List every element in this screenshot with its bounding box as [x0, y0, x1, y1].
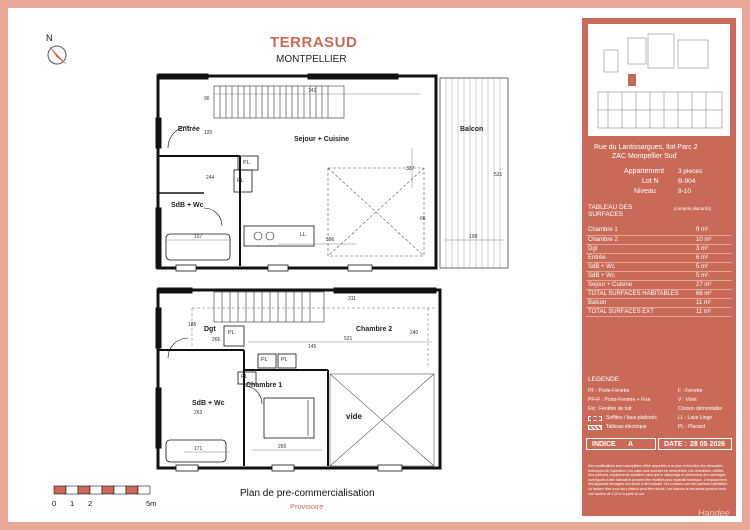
legend-fst: Fst : Fenêtre de toit: [588, 406, 632, 412]
dim-u-2: 120: [204, 130, 213, 136]
dim-u-0: 741: [308, 88, 317, 94]
surface-name: Balcon: [586, 298, 694, 307]
surface-value: 3 m²: [694, 244, 732, 253]
info-sidebar: [582, 18, 736, 516]
surface-row: [586, 226, 732, 235]
surface-name: SdB + Wc: [586, 262, 694, 271]
lot-value: B-904: [678, 178, 696, 185]
upper-pl-1: PL: [243, 160, 250, 166]
dim-l-0: 311: [348, 296, 356, 302]
legend-pl: PL : Placard: [678, 424, 706, 430]
room-sdb-lower: SdB + Wc: [192, 400, 225, 407]
indice-value: A: [628, 441, 634, 448]
legend-cloison: Cloison démontable: [678, 406, 723, 412]
lot-label: Lot N: [642, 178, 659, 185]
dim-u-1: 90: [204, 96, 210, 102]
dim-u-9: 531: [494, 172, 503, 178]
surface-row: [586, 289, 732, 298]
dim-l-3: 521: [344, 336, 353, 342]
surface-value: 5 m²: [694, 271, 732, 280]
apt-value: 3 pieces: [678, 168, 703, 175]
address-line-1: Rue du Lantissargues, Ilot Parc 2: [594, 144, 698, 151]
scale-mark-0: 0: [52, 499, 57, 508]
legend-tableau: Tableau électrique: [606, 424, 647, 430]
soffites-swatch-icon: [588, 416, 602, 421]
dim-l-2: 266: [212, 337, 221, 343]
surface-row: [586, 244, 732, 253]
legend-f: F : Fenetre: [678, 388, 703, 394]
dim-u-3: 244: [206, 175, 215, 181]
city-name: MONTPELLIER: [276, 54, 347, 65]
surface-value: 6 m²: [694, 253, 732, 262]
surfaces-table: [586, 226, 732, 317]
surface-value: 5 m²: [694, 262, 732, 271]
dim-l-4: 240: [410, 330, 419, 336]
surfaces-header: TABLEAU DES SURFACES: [588, 204, 633, 218]
room-balcon: Balcon: [460, 126, 484, 133]
surface-value: 11 m²: [694, 307, 732, 316]
surface-name: Chambre 2: [586, 235, 694, 244]
room-vide: vide: [346, 412, 363, 421]
surface-value: 10 m²: [694, 235, 732, 244]
niveau-label: Niveau: [634, 188, 656, 195]
surfaces-note: (compris placards): [674, 206, 712, 211]
legend-pf: PF : Porte-Fenetre: [588, 388, 630, 394]
legend-ll: LL : Lave Linge: [678, 415, 713, 421]
lower-pl-2: PL: [281, 357, 288, 363]
scale-bar: [54, 486, 150, 494]
surface-value: 66 m²: [694, 289, 732, 298]
niveau-value: 9-10: [678, 188, 692, 195]
room-sdb-upper: SdB + Wc: [171, 202, 204, 209]
tableau-electrique-icon: [588, 425, 602, 430]
surface-name: TOTAL SURFACES EXT: [586, 307, 694, 316]
apt-label: Appartement: [624, 168, 665, 175]
legend-soffites: Soffites / faux-plafonds: [606, 415, 657, 421]
dim-u-7: 337: [406, 166, 415, 172]
north-label: N: [46, 33, 53, 43]
surface-value: 27 m²: [694, 280, 732, 289]
brand-logo: TERRASUD: [270, 34, 358, 51]
legend-header: LEGENDE: [588, 376, 620, 383]
address-line-2: ZAC Montpellier Sud: [612, 153, 677, 160]
surface-name: Sejour + Cuisine: [586, 280, 694, 289]
upper-floor-plan: [8, 8, 580, 522]
lower-pl-3: PL: [228, 330, 235, 336]
surface-value: 11 m²: [694, 298, 732, 307]
surface-row: [586, 235, 732, 244]
date-label: DATE :: [664, 441, 687, 448]
site-minimap: [588, 24, 730, 136]
dim-u-8: 66: [420, 216, 426, 222]
dim-l-5: 145: [308, 344, 317, 350]
surface-name: Dgt: [586, 244, 694, 253]
upper-ll: LL: [300, 232, 307, 238]
surface-row: [586, 271, 732, 280]
scale-mark-1: 1: [70, 499, 75, 508]
dim-l-6: 263: [194, 410, 203, 416]
dim-l-7: 171: [194, 446, 203, 452]
plan-area: [8, 8, 580, 522]
surface-name: SdB + Wc: [586, 271, 694, 280]
surface-row: [586, 298, 732, 307]
legend-v: V : Volet: [678, 397, 697, 403]
room-dgt: Dgt: [204, 326, 216, 333]
lower-pl-1: PL: [261, 357, 268, 363]
lower-pl-4: PL: [241, 374, 248, 380]
room-sejour-cuisine: Sejour + Cuisine: [294, 136, 350, 143]
surface-row: [586, 280, 732, 289]
surface-value: 9 m²: [694, 226, 732, 235]
dim-u-5: 596: [326, 237, 335, 243]
legend-pfv: PF+F : Porte-Fenetre + Fixe: [588, 397, 651, 403]
surface-row: [586, 262, 732, 271]
surface-name: Entrée: [586, 253, 694, 262]
upper-pl-2: PL: [237, 178, 244, 184]
dim-l-8: 265: [278, 444, 287, 450]
room-chambre-1: Chambre 1: [246, 382, 283, 389]
disclaimer-notes: Des modifications sont susceptibles d'être apportées à ce plan en fonction des nécessités techniques de l'opération. Les cotes sont données en centimètres. Les retombées, soffites, faux plafonds, équipements sanitaires ainsi que le calepinage et dimensions des carrelages sont figurés à titre indicatif et peuvent être modifiés pour impératif technique. L'emplacement des appareils ménagers est donné à titre indicatif. Les surfaces sont des surfaces habitables. La hauteur libre sous faux plafond peut être réduite. Les balcons ou terrasses pourront avoir une hauteur de 2,20 m à partir du sol.: [588, 464, 728, 496]
dim-u-6: 199: [469, 234, 478, 240]
watermark: Handee: [698, 508, 730, 518]
plan-title: Plan de pre-commercialisation: [240, 488, 375, 499]
date-value: 28 05 2026: [690, 441, 726, 448]
scale-mark-5: 5m: [146, 499, 157, 508]
dim-l-1: 185: [188, 322, 197, 328]
room-entree: Entrée: [178, 126, 200, 133]
scale-mark-2: 2: [88, 499, 93, 508]
surface-name: Chambre 1: [586, 226, 694, 235]
surface-row: [586, 307, 732, 316]
plan-subtitle: Provisoire: [290, 502, 324, 511]
indice-label: INDICE: [592, 441, 616, 448]
dim-u-4: 157: [194, 234, 203, 240]
surface-row: [586, 253, 732, 262]
plan-sheet: [8, 8, 742, 522]
surface-name: TOTAL SURFACES HABITABLES: [586, 289, 694, 298]
room-chambre-2: Chambre 2: [356, 326, 393, 333]
